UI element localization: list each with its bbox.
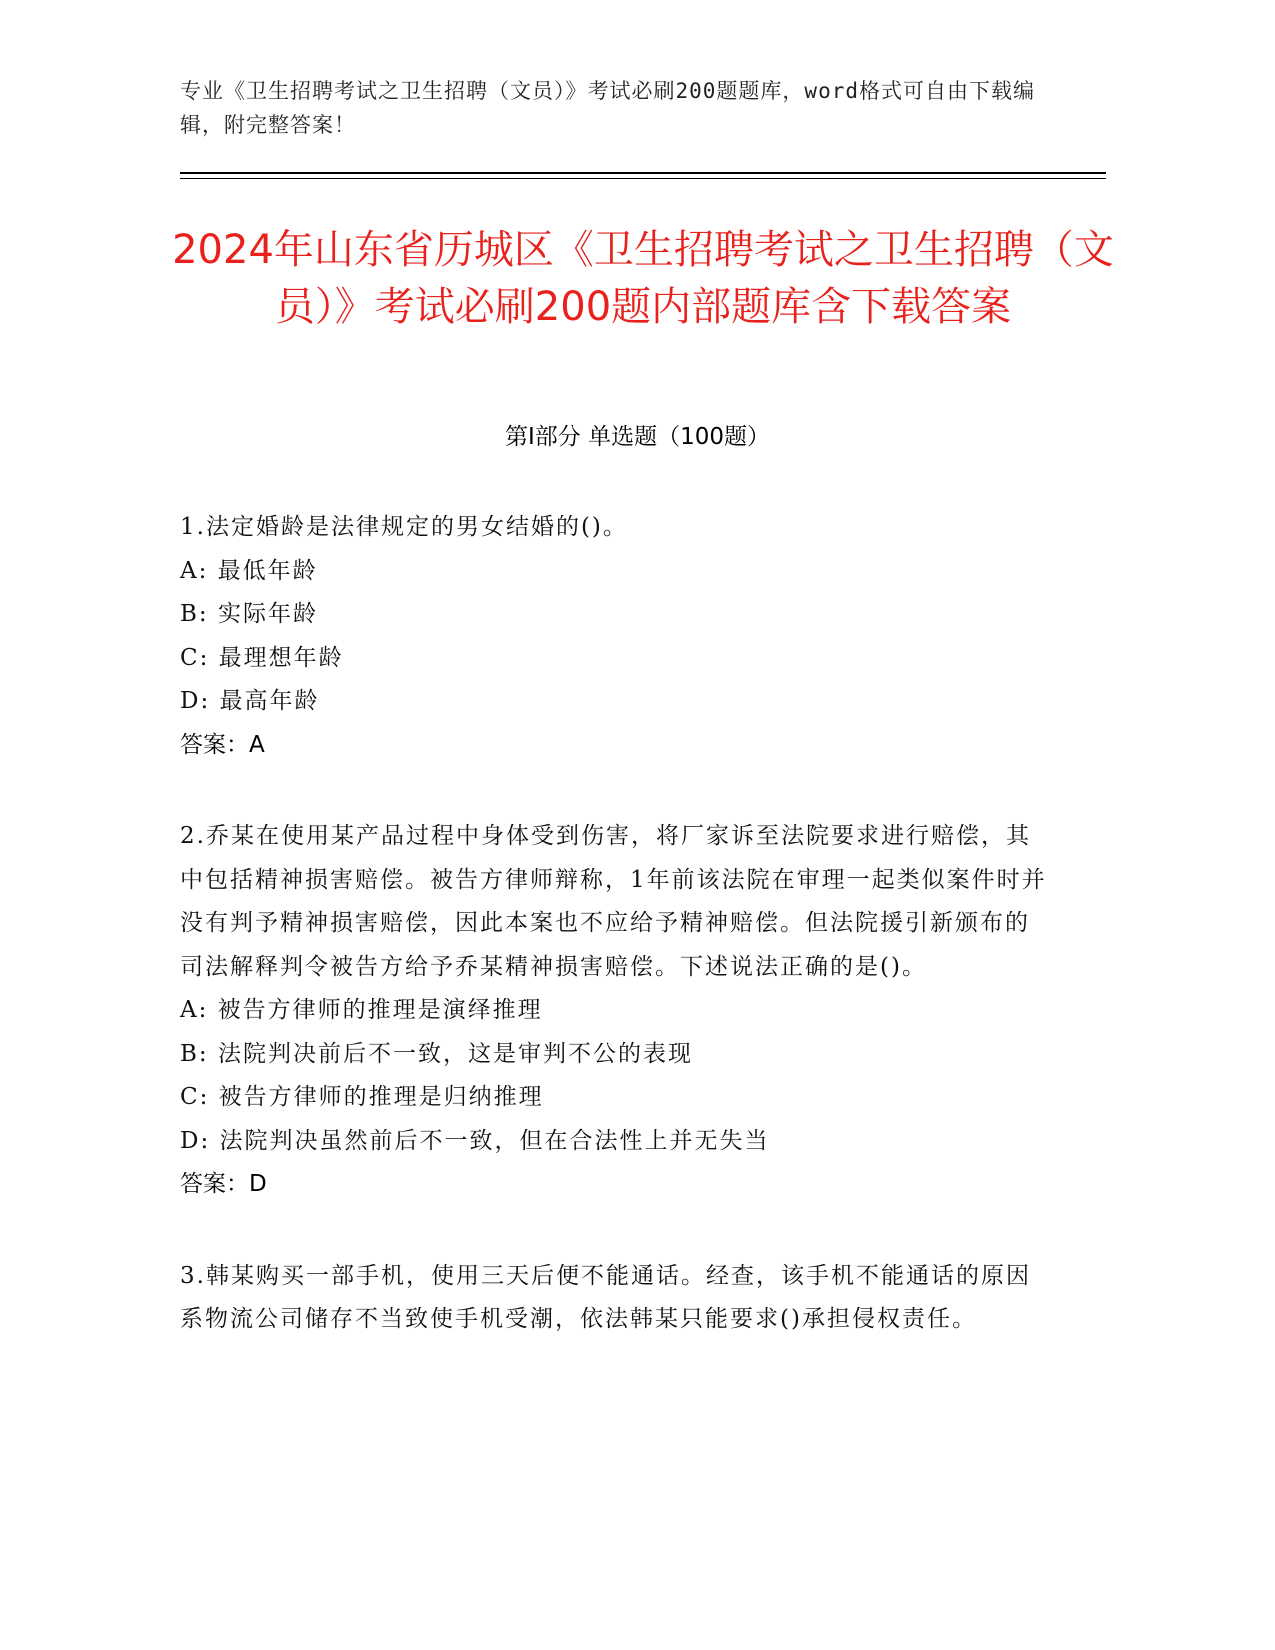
- question-3: [180, 1255, 1050, 1342]
- question-text: 3.韩某购买一部手机，使用三天后便不能通话。经查，该手机不能通话的原因系物流公司储存不当致使手机受潮，依法韩某只能要求()承担侵权责任。: [180, 1262, 1031, 1332]
- header-note: 专业《卫生招聘考试之卫生招聘（文员）》考试必刷200题题库，word格式可自由下载编辑，附完整答案！: [180, 79, 1035, 137]
- answer: 答案：A: [180, 731, 265, 758]
- question-1: [180, 506, 1050, 767]
- document-title: 2024年山东省历城区《卫生招聘考试之卫生招聘（文员）》考试必刷200题内部题库含下载答案: [172, 227, 1114, 330]
- option-d: D: 法院判决虽然前后不一致，但在合法性上并无失当: [180, 1127, 770, 1154]
- question-2: [180, 815, 1050, 1207]
- section-heading: 第I部分 单选题（100题）: [505, 424, 770, 450]
- option-d: D: 最高年龄: [180, 688, 320, 714]
- answer: 答案：D: [180, 1171, 267, 1197]
- option-a: A: 最低年龄: [180, 557, 318, 584]
- option-c: C: 被告方律师的推理是归纳推理: [180, 1084, 544, 1110]
- option-c: C: 最理想年龄: [180, 644, 344, 671]
- header-rule-thick: [180, 172, 1106, 174]
- option-b: B: 实际年龄: [180, 601, 318, 627]
- question-list: [180, 506, 1050, 1390]
- question-text: 2.乔某在使用某产品过程中身体受到伤害，将厂家诉至法院要求进行赔偿，其中包括精神损害赔偿。被告方律师辩称，1年前该法院在审理一起类似案件时并没有判予精神损害赔偿，因此本案也不应给予精神赔偿。但法院援引新颁布的司法解释判令被告方给予乔某精神损害赔偿。下述说法正确的是()。: [180, 823, 1047, 980]
- question-text: 1.法定婚龄是法律规定的男女结婚的()。: [180, 514, 628, 540]
- option-b: B: 法院判决前后不一致，这是审判不公的表现: [180, 1040, 693, 1067]
- option-a: A: 被告方律师的推理是演绎推理: [180, 997, 543, 1023]
- header-rule-thin: [180, 178, 1106, 179]
